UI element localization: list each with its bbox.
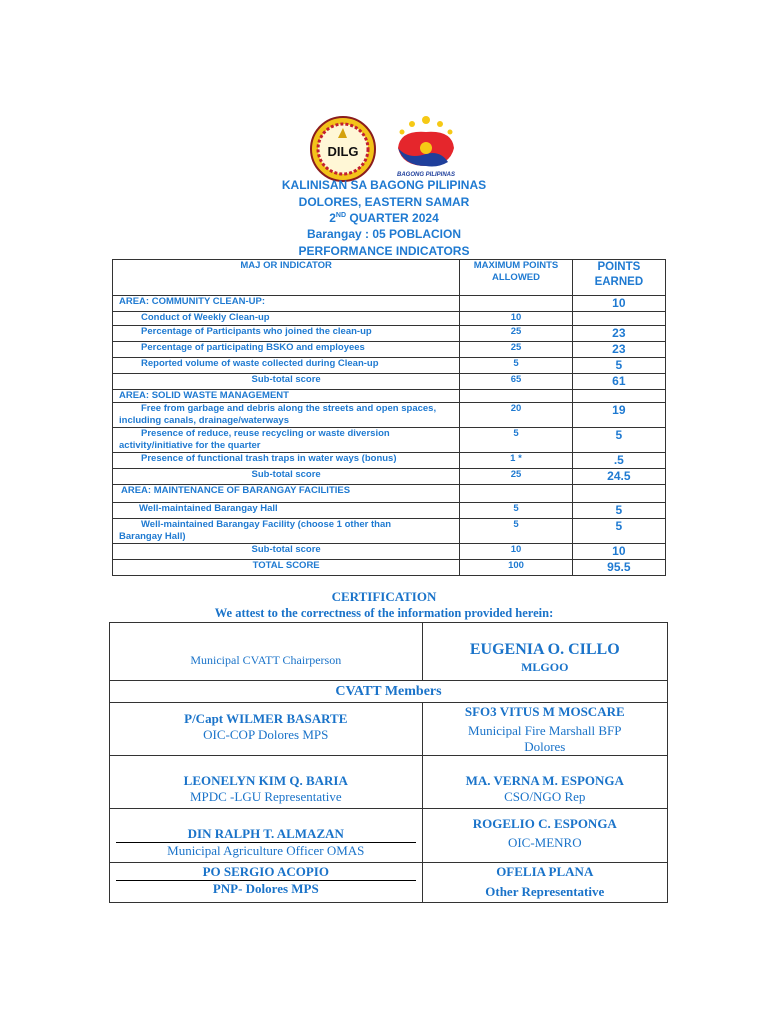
indicator-label: Presence of functional trash traps in water ways (bonus) — [113, 453, 460, 469]
dilg-seal-icon — [308, 116, 378, 182]
signatory-name: PO SERGIO ACOPIO — [202, 864, 329, 879]
signatory-role: PNP- Dolores MPS — [212, 881, 319, 896]
signatory-name: SFO3 VITUS M MOSCARE — [464, 704, 625, 719]
header-title: KALINISAN SA BAGONG PILIPINAS — [281, 178, 487, 192]
indicator-line-1: Well-maintained Barangay Facility (choose 1 other than — [141, 519, 392, 530]
header-indicator: MAJ OR INDICATOR — [113, 260, 460, 296]
indicator-line-1: Free from garbage and debris along the streets and open spaces, — [141, 403, 437, 414]
indicator-label — [113, 428, 460, 453]
subtotal-label: Sub-total score — [113, 374, 460, 390]
max-points: 25 — [460, 326, 572, 342]
total-label: TOTAL SCORE — [113, 560, 460, 576]
signatory-role: Municipal Fire Marshall BFP — [468, 723, 622, 738]
max-points: 25 — [460, 342, 572, 358]
signatory-cell — [110, 703, 423, 756]
total-max: 100 — [460, 560, 572, 576]
signatory-row — [110, 863, 668, 903]
signatory-name: P/Capt WILMER BASARTE — [184, 711, 348, 726]
points-earned: .5 — [572, 453, 665, 469]
header-logos — [0, 110, 768, 180]
points-earned: 23 — [572, 342, 665, 358]
table-header-row — [113, 260, 666, 296]
table-row — [113, 428, 666, 453]
subtotal-earned: 10 — [572, 544, 665, 560]
performance-table — [112, 259, 666, 576]
subtotal-earned: 61 — [572, 374, 665, 390]
indicator-label — [113, 519, 460, 544]
table-row — [113, 342, 666, 358]
table-row — [113, 358, 666, 374]
subtotal-row — [113, 469, 666, 485]
table-row — [113, 326, 666, 342]
header-max-points: MAXIMUM POINTS ALLOWED — [460, 260, 572, 296]
area-row — [113, 485, 666, 503]
area-max — [460, 390, 572, 403]
indicator-label: Percentage of participating BSKO and employees — [113, 342, 460, 358]
signatory-cell — [422, 703, 667, 756]
table-row — [113, 312, 666, 326]
points-earned — [572, 312, 665, 326]
indicator-label — [113, 403, 460, 428]
certification-title: CERTIFICATION — [331, 589, 437, 604]
bagong-pilipinas-logo-icon — [390, 110, 462, 182]
signatory-name: LEONELYN KIM Q. BARIA — [183, 773, 348, 788]
indicator-label: Reported volume of waste collected during Clean-up — [113, 358, 460, 374]
signatory-cell — [110, 756, 423, 809]
subtotal-label: Sub-total score — [113, 469, 460, 485]
max-points: 1 * — [460, 453, 572, 469]
area-community-cleanup: AREA: COMMUNITY CLEAN-UP: — [113, 296, 460, 312]
signatory-role: OIC-MENRO — [507, 835, 582, 850]
max-points: 5 — [460, 428, 572, 453]
indicator-line-2: Barangay Hall) — [119, 531, 186, 542]
max-points: 5 — [460, 503, 572, 519]
indicator-line-2: including canals, drainage/waterways — [119, 415, 290, 426]
max-points: 10 — [460, 312, 572, 326]
table-row — [113, 519, 666, 544]
subtotal-max: 25 — [460, 469, 572, 485]
indicator-label: Percentage of Participants who joined the clean-up — [113, 326, 460, 342]
area-earned — [572, 485, 665, 503]
signatory-name: DIN RALPH T. ALMAZAN — [187, 826, 344, 841]
subtotal-earned: 24.5 — [572, 469, 665, 485]
total-row — [113, 560, 666, 576]
signatory-name: MA. VERNA M. ESPONGA — [465, 773, 624, 788]
mlgoo-name: EUGENIA O. CILLO — [469, 641, 620, 658]
signatory-cell — [422, 863, 667, 903]
signatory-row — [110, 756, 668, 809]
signatory-name: OFELIA PLANA — [496, 864, 594, 879]
signatory-cell — [422, 809, 667, 863]
table-row — [113, 453, 666, 469]
signatory-role: Municipal Agriculture Officer OMAS — [167, 843, 365, 858]
area-earned — [572, 390, 665, 403]
header-location: DOLORES, EASTERN SAMAR — [298, 195, 470, 209]
signatory-role: Other Representative — [485, 884, 605, 899]
header-quarter — [0, 211, 768, 225]
area-solid-waste: AREA: SOLID WASTE MANAGEMENT — [113, 390, 460, 403]
chairperson-role: Municipal CVATT Chairperson — [110, 623, 423, 681]
indicator-line-2: activity/initiative for the quarter — [119, 440, 261, 451]
subtotal-label: Sub-total score — [113, 544, 460, 560]
total-earned: 95.5 — [572, 560, 665, 576]
signatory-cell — [422, 756, 667, 809]
area-max — [460, 296, 572, 312]
certification-statement: We attest to the correctness of the information provided herein: — [214, 606, 554, 620]
table-row — [113, 503, 666, 519]
mlgoo-cell — [422, 623, 667, 681]
quarter-suffix: ND — [335, 212, 347, 219]
quarter-number: 2 — [329, 211, 336, 225]
bagong-pilipinas-text: BAGONG PILIPINAS — [396, 172, 456, 178]
quarter-text: QUARTER 2024 — [346, 211, 439, 225]
header-barangay: Barangay : 05 POBLACION — [306, 227, 462, 241]
points-earned: 19 — [572, 403, 665, 428]
signatory-row — [110, 809, 668, 863]
cvatt-members-title: CVATT Members — [110, 681, 668, 703]
dilg-text: DILG — [327, 144, 359, 159]
signatory-role: CSO/NGO Rep — [504, 789, 586, 804]
max-points: 5 — [460, 519, 572, 544]
members-title-row — [110, 681, 668, 703]
indicator-line-1: Presence of reduce, reuse recycling or waste diversion — [141, 428, 390, 439]
signatory-role: OIC-COP Dolores MPS — [203, 727, 329, 742]
signatory-role-line-2: Dolores — [524, 739, 566, 754]
table-row — [113, 403, 666, 428]
points-earned: 5 — [572, 428, 665, 453]
header-points-earned: POINTS EARNED — [572, 260, 665, 296]
area-earned: 10 — [572, 296, 665, 312]
signatory-row — [110, 703, 668, 756]
points-earned: 23 — [572, 326, 665, 342]
header-subtitle: PERFORMANCE INDICATORS — [298, 244, 470, 258]
indicator-label: Well-maintained Barangay Hall — [113, 503, 460, 519]
area-max — [460, 485, 572, 503]
area-barangay-facilities: AREA: MAINTENANCE OF BARANGAY FACILITIES — [113, 485, 460, 503]
area-row — [113, 390, 666, 403]
max-points: 20 — [460, 403, 572, 428]
signatory-name: ROGELIO C. ESPONGA — [472, 816, 617, 831]
max-points: 5 — [460, 358, 572, 374]
points-earned: 5 — [572, 358, 665, 374]
signatory-cell — [110, 863, 423, 903]
points-earned: 5 — [572, 503, 665, 519]
subtotal-row — [113, 544, 666, 560]
area-row — [113, 296, 666, 312]
signatory-cell — [110, 809, 423, 863]
subtotal-max: 10 — [460, 544, 572, 560]
mlgoo-role: MLGOO — [521, 660, 569, 674]
subtotal-max: 65 — [460, 374, 572, 390]
indicator-label: Conduct of Weekly Clean-up — [113, 312, 460, 326]
signatory-role: MPDC -LGU Representative — [189, 789, 342, 804]
signatories-table — [109, 622, 668, 903]
subtotal-row — [113, 374, 666, 390]
points-earned: 5 — [572, 519, 665, 544]
chair-row — [110, 623, 668, 681]
